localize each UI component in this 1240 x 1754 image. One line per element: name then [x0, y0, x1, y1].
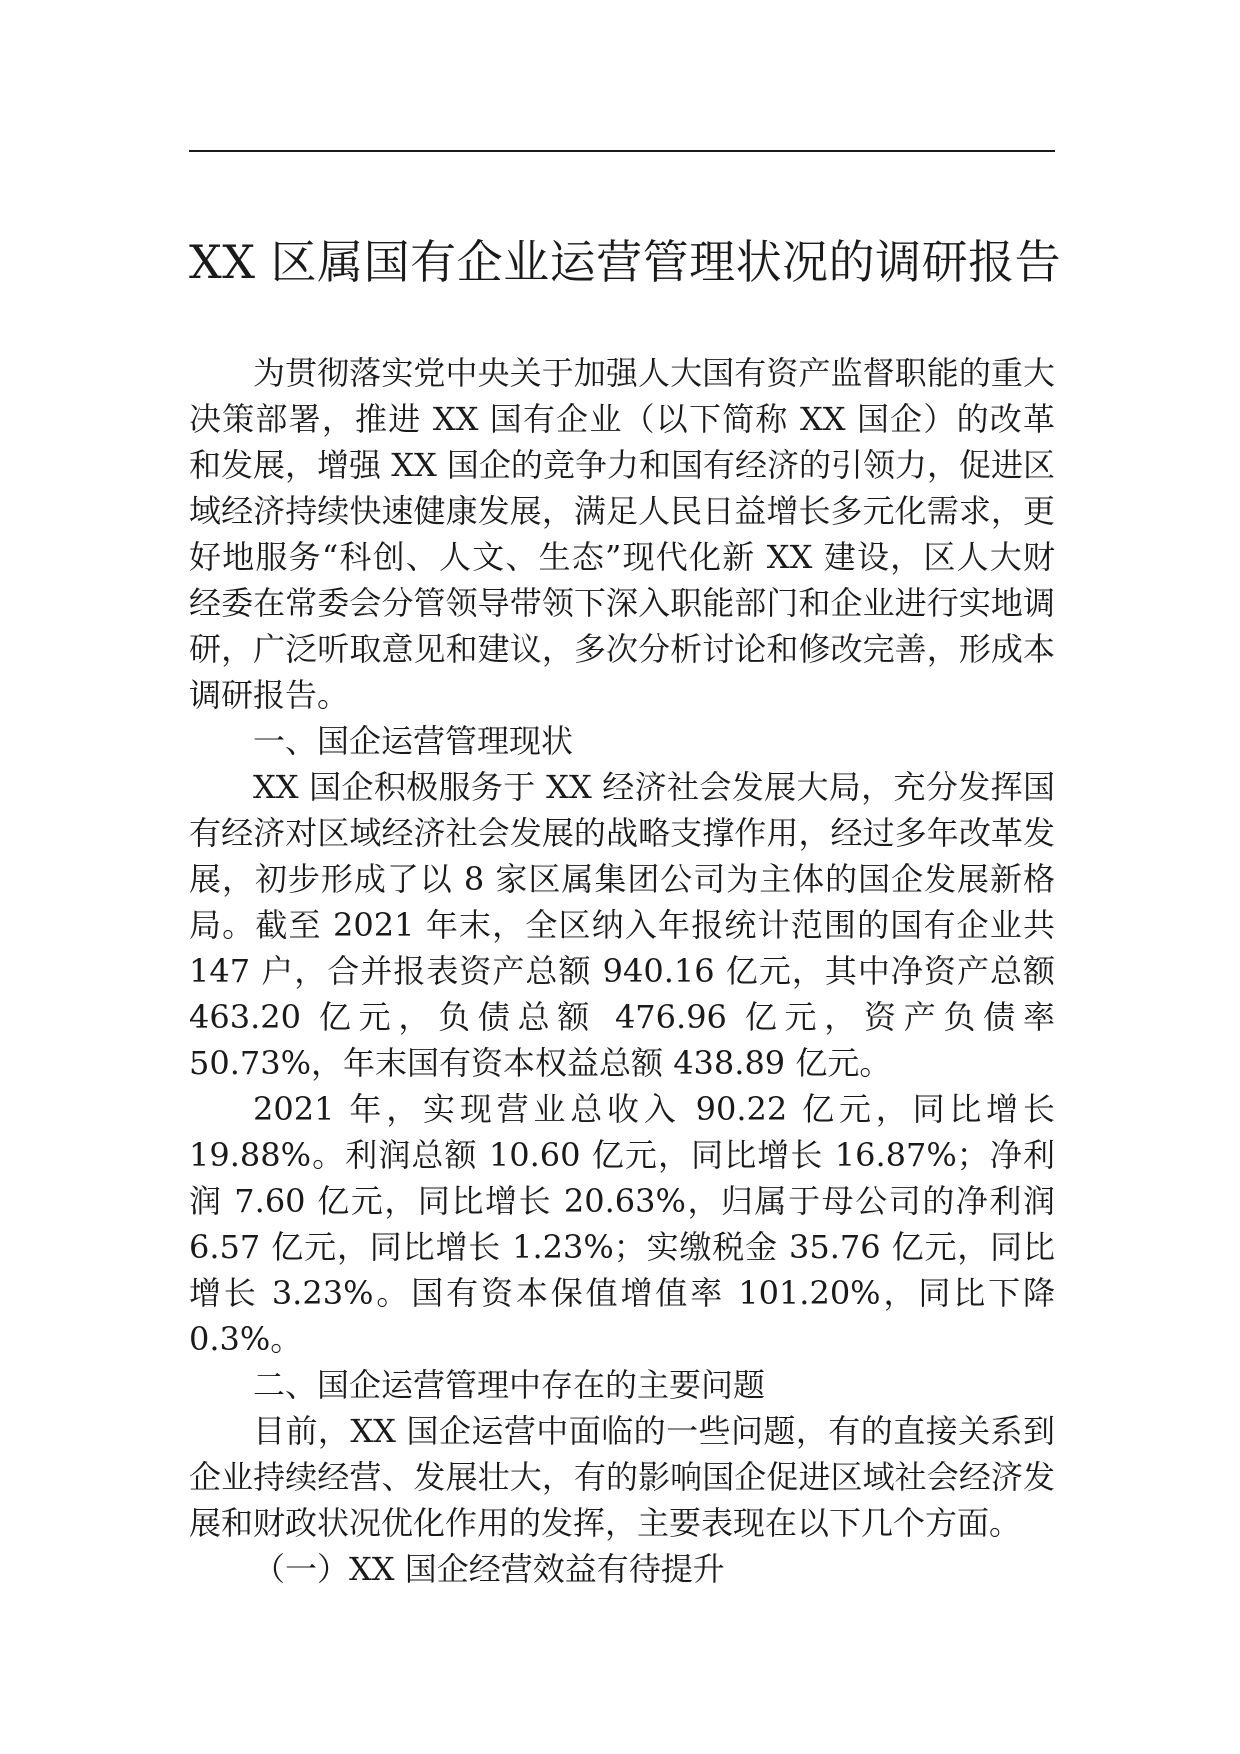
financial-paragraph: 2021 年，实现营业总收入 90.22 亿元，同比增长 19.88%。利润总额 10.60 亿元，同比增长 16.87%；净利润 7.60 亿元，同比增长 20.63%，归属于母公司的净利润 6.57 亿元，同比增长 1.23%；实缴税金 35.76 亿元，同比增长 3.23%。国有资本保值增值率 101.20%，同比下降 0.3%。 [189, 1090, 1055, 1358]
document-title: XX 区属国有企业运营管理状况的调研报告 [189, 235, 1062, 289]
header-rule [189, 150, 1055, 152]
document-body [189, 350, 1055, 1592]
problems-paragraph: 目前，XX 国企运营中面临的一些问题，有的直接关系到企业持续经营、发展壮大，有的影响国企促进区域社会经济发展和财政状况优化作用的发挥，主要表现在以下几个方面。 [189, 1412, 1055, 1542]
section-heading-2: 二、国企运营管理中存在的主要问题 [253, 1366, 766, 1404]
status-paragraph: XX 国企积极服务于 XX 经济社会发展大局，充分发挥国有经济对区域经济社会发展的战略支撑作用，经过多年改革发展，初步形成了以 8 家区属集团公司为主体的国企发展新格局。截至 2021 年末，全区纳入年报统计范围的国有企业共 147 户，合并报表资产总额 940.16 亿元，其中净资产总额 463.20 亿元，负债总额 476.96 亿元，资产负债率 50.73%，年末国有资本权益总额 438.89 亿元。 [189, 768, 1055, 1082]
section-heading-1: 一、国企运营管理现状 [253, 722, 574, 760]
intro-paragraph: 为贯彻落实党中央关于加强人大国有资产监督职能的重大决策部署，推进 XX 国有企业（以下简称 XX 国企）的改革和发展，增强 XX 国企的竞争力和国有经济的引领力，促进区域经济持续快速健康发展，满足人民日益增长多元化需求，更好地服务“科创、人文、生态”现代化新 XX 建设，区人大财经委在常委会分管领导带领下深入职能部门和企业进行实地调研，广泛听取意见和建议，多次分析讨论和修改完善，形成本调研报告。 [189, 354, 1055, 714]
subsection-heading-1: （一）XX 国企经营效益有待提升 [253, 1550, 725, 1588]
